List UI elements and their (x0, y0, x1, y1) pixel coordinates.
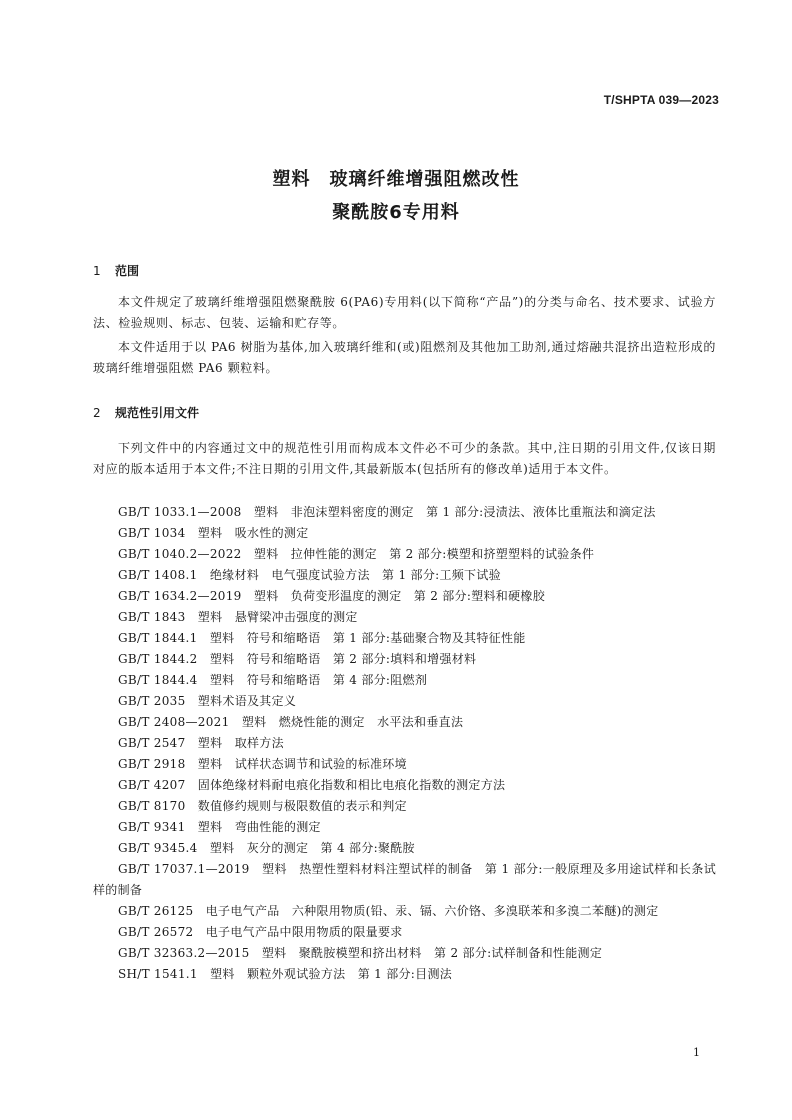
reference-item: SH/T 1541.1 塑料 颗粒外观试验方法 第 1 部分:目测法 (118, 967, 453, 981)
section-number: 1 (93, 264, 101, 278)
reference-item: GB/T 1408.1 绝缘材料 电气强度试验方法 第 1 部分:工频下试验 (118, 568, 501, 582)
standard-code: T/SHPTA 039—2023 (603, 93, 719, 107)
reference-item: GB/T 17037.1—2019 塑料 热塑性塑料材料注塑试样的制备 第 1 部分:一般原理及多用途试样和长条试样的制备 (93, 862, 716, 897)
reference-item: GB/T 2408—2021 塑料 燃烧性能的测定 水平法和垂直法 (118, 715, 464, 729)
reference-item: GB/T 9341 塑料 弯曲性能的测定 (118, 820, 321, 834)
section-number: 2 (93, 406, 101, 420)
paragraph: 本文件规定了玻璃纤维增强阻燃聚酰胺 6(PA6)专用料(以下简称“产品”)的分类与命名、技术要求、试验方法、检验规则、标志、包装、运输和贮存等。 (93, 295, 716, 330)
reference-item: GB/T 1634.2—2019 塑料 负荷变形温度的测定 第 2 部分:塑料和硬橡胶 (118, 589, 546, 603)
reference-item: GB/T 1844.1 塑料 符号和缩略语 第 1 部分:基础聚合物及其特征性能 (118, 631, 526, 645)
reference-item: GB/T 1033.1—2008 塑料 非泡沫塑料密度的测定 第 1 部分:浸渍法、液体比重瓶法和滴定法 (118, 505, 656, 519)
paragraph: 下列文件中的内容通过文中的规范性引用而构成本文件必不可少的条款。其中,注日期的引用文件,仅该日期对应的版本适用于本文件;不注日期的引用文件,其最新版本(包括所有的修改单)适用于本文件。 (93, 441, 716, 476)
section-title: 规范性引用文件 (115, 406, 200, 420)
reference-item: GB/T 2547 塑料 取样方法 (118, 736, 284, 750)
reference-item: GB/T 26125 电子电气产品 六种限用物质(铅、汞、镉、六价铬、多溴联苯和多溴二苯醚)的测定 (118, 904, 659, 918)
reference-item: GB/T 4207 固体绝缘材料耐电痕化指数和相比电痕化指数的测定方法 (118, 778, 506, 792)
reference-item: GB/T 8170 数值修约规则与极限数值的表示和判定 (118, 799, 407, 813)
section-heading-normative-references (93, 404, 199, 421)
section-title: 范围 (115, 264, 140, 278)
reference-item: GB/T 1844.2 塑料 符号和缩略语 第 2 部分:填料和增强材料 (118, 652, 477, 666)
reference-item: GB/T 1844.4 塑料 符号和缩略语 第 4 部分:阻燃剂 (118, 673, 428, 687)
reference-item: GB/T 1843 塑料 悬臂梁冲击强度的测定 (118, 610, 358, 624)
reference-item: GB/T 2918 塑料 试样状态调节和试验的标准环境 (118, 757, 407, 771)
reference-list (93, 502, 716, 985)
paragraph: 本文件适用于以 PA6 树脂为基体,加入玻璃纤维和(或)阻燃剂及其他加工助剂,通过熔融共混挤出造粒形成的玻璃纤维增强阻燃 PA6 颗粒料。 (93, 340, 716, 375)
reference-item: GB/T 9345.4 塑料 灰分的测定 第 4 部分:聚酰胺 (118, 841, 415, 855)
reference-item: GB/T 32363.2—2015 塑料 聚酰胺模塑和挤出材料 第 2 部分:试样制备和性能测定 (118, 946, 603, 960)
document-title-line-2: 聚酰胺6专用料 (332, 202, 460, 223)
reference-item: GB/T 1034 塑料 吸水性的测定 (118, 526, 309, 540)
page-number: 1 (693, 1046, 700, 1059)
reference-item: GB/T 1040.2—2022 塑料 拉伸性能的测定 第 2 部分:模塑和挤塑塑料的试验条件 (118, 547, 595, 561)
section-heading-scope (93, 262, 139, 279)
reference-item: GB/T 26572 电子电气产品中限用物质的限量要求 (118, 925, 403, 939)
document-title-line-1: 塑料 玻璃纤维增强阻燃改性 (272, 169, 520, 190)
reference-item: GB/T 2035 塑料术语及其定义 (118, 694, 297, 708)
